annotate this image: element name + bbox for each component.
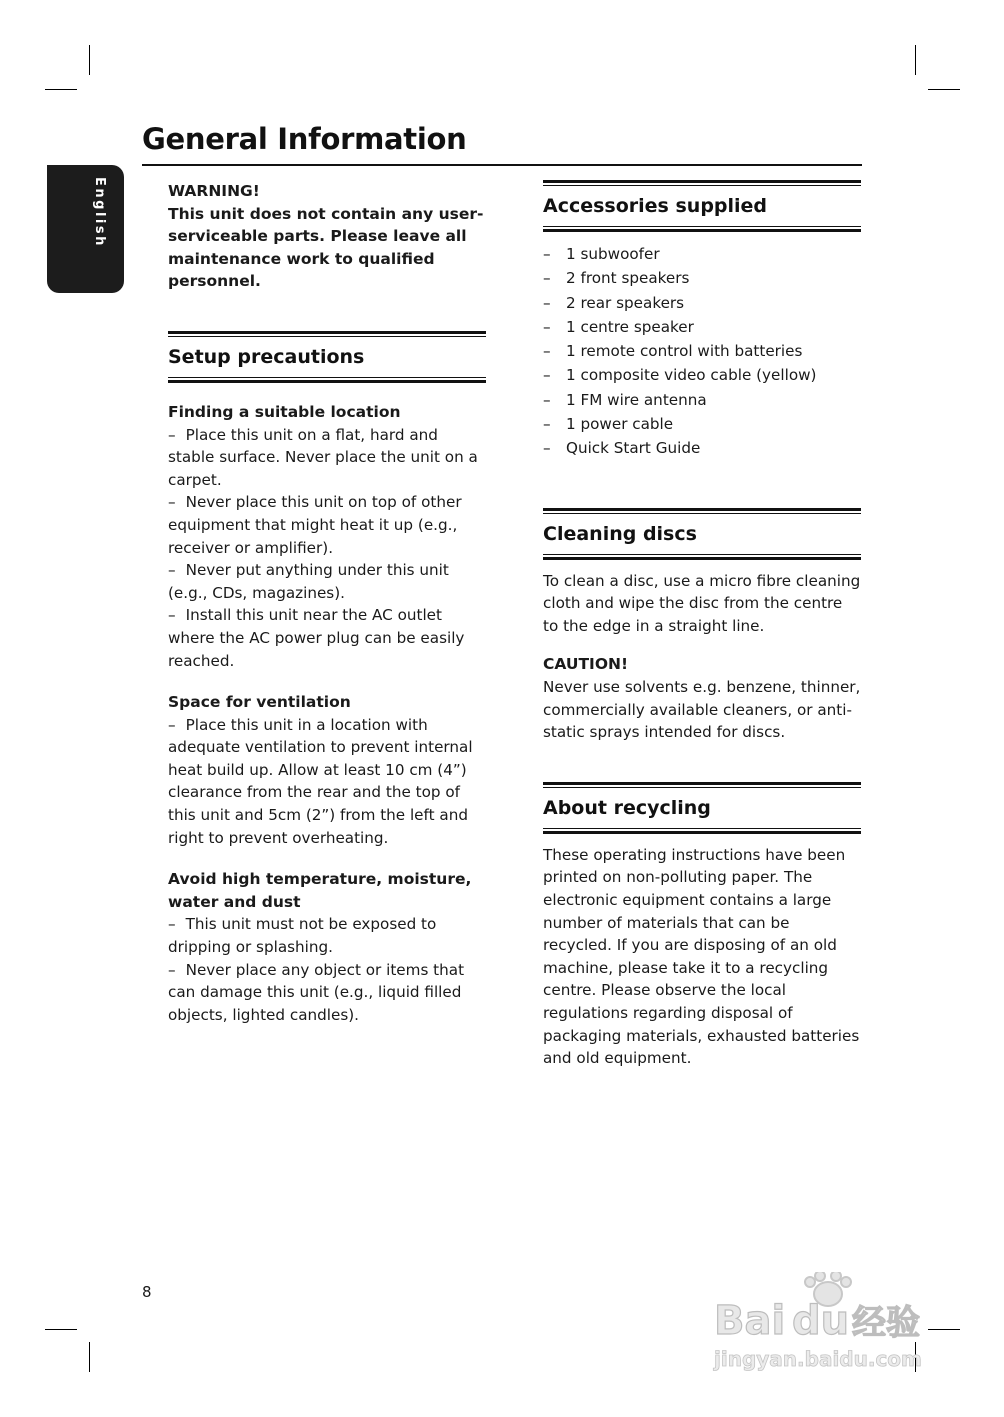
list-item: – 1 remote control with batteries — [543, 339, 861, 363]
location-block — [168, 401, 486, 672]
recycling-text: These operating instructions have been printed on non-polluting paper. The electronic equipment contains a large number of materials that can be recycled. If you are disposing of an old machine, please take it to a recycling centre. Please observe the local regulations regarding disposal of packaging materials, exhausted batteries and old equipment. — [543, 845, 860, 1068]
ventilation-heading: Space for ventilation — [168, 693, 351, 712]
list-item: – 1 power cable — [543, 412, 861, 436]
list-item: – 1 FM wire antenna — [543, 388, 861, 412]
accessories-list — [543, 242, 861, 461]
location-item: – Place this unit on a flat, hard and stable surface. Never place the unit on a carpet. — [168, 425, 478, 489]
section-title-setup: Setup precautions — [168, 345, 365, 368]
section-header-setup — [168, 331, 486, 383]
list-item: – 2 rear speakers — [543, 291, 861, 315]
title-rule — [142, 164, 862, 166]
section-title-accessories: Accessories supplied — [543, 195, 768, 217]
section-rule-bottom — [543, 828, 861, 834]
crop-mark — [45, 89, 77, 90]
crop-mark — [928, 89, 960, 90]
left-column — [168, 180, 486, 1045]
ventilation-block — [168, 691, 486, 849]
list-item: – 2 front speakers — [543, 266, 861, 290]
page-title: General Information — [142, 122, 467, 156]
list-item: – 1 composite video cable (yellow) — [543, 363, 861, 387]
list-item: – 1 centre speaker — [543, 315, 861, 339]
list-item: – Quick Start Guide — [543, 436, 861, 460]
crop-mark — [915, 45, 916, 75]
location-heading: Finding a suitable location — [168, 402, 401, 421]
crop-mark — [89, 1342, 90, 1372]
caution-heading: CAUTION! — [543, 655, 629, 674]
language-tab — [47, 165, 124, 293]
environment-heading: Avoid high temperature, moisture, water and dust — [168, 870, 472, 911]
environment-item: – Never place any object or items that can damage this unit (e.g., liquid filled objects, lighted candles). — [168, 960, 465, 1024]
recycling-block — [543, 844, 861, 1070]
section-rule-bottom — [543, 226, 861, 232]
section-title-recycling: About recycling — [543, 796, 711, 819]
svg-text:jingyan.baidu.com: jingyan.baidu.com — [714, 1347, 922, 1371]
svg-text:du: du — [792, 1298, 850, 1344]
caution-block — [543, 653, 861, 743]
location-item: – Never place this unit on top of other equipment that might heat it up (e.g., receiver or amplifier). — [168, 493, 462, 557]
right-column — [543, 180, 861, 1089]
location-item: – Never put anything under this unit (e.g., CDs, magazines). — [168, 561, 449, 602]
svg-text:经验: 经验 — [852, 1303, 920, 1343]
list-item: – 1 subwoofer — [543, 242, 861, 266]
section-rule-bottom — [168, 377, 486, 383]
svg-text:Bai: Bai — [714, 1298, 786, 1344]
warning-text: This unit does not contain any user-serviceable parts. Please leave all maintenance work to qualified personnel. — [168, 204, 484, 291]
section-header-recycling — [543, 782, 861, 834]
caution-text: Never use solvents e.g. benzene, thinner, commercially available cleaners, or anti-static sprays intended for discs. — [543, 678, 861, 742]
page-number: 8 — [142, 1283, 152, 1301]
section-header-accessories — [543, 180, 861, 232]
cleaning-text: To clean a disc, use a micro fibre cleaning cloth and wipe the disc from the centre to the edge in a straight line. — [543, 571, 861, 635]
crop-mark — [45, 1329, 77, 1330]
environment-item: – This unit must not be exposed to dripping or splashing. — [168, 915, 437, 957]
cleaning-block — [543, 570, 861, 638]
crop-mark — [89, 45, 90, 75]
location-item: – Install this unit near the AC outlet where the AC power plug can be easily reached. — [168, 606, 465, 670]
environment-block — [168, 868, 486, 1026]
warning-heading: WARNING! — [168, 182, 260, 200]
watermark-logo — [712, 1272, 944, 1372]
ventilation-item: – Place this unit in a location with adequate ventilation to prevent internal heat build up. Allow at least 10 cm (4”) clearance from the rear and the top of this unit and 5cm (2”) from the left and right to prevent overheating. — [168, 715, 473, 847]
section-header-cleaning — [543, 508, 861, 560]
warning-block — [168, 180, 486, 293]
section-rule-bottom — [543, 554, 861, 560]
language-tab-label: English — [92, 177, 107, 248]
section-title-cleaning: Cleaning discs — [543, 522, 697, 545]
